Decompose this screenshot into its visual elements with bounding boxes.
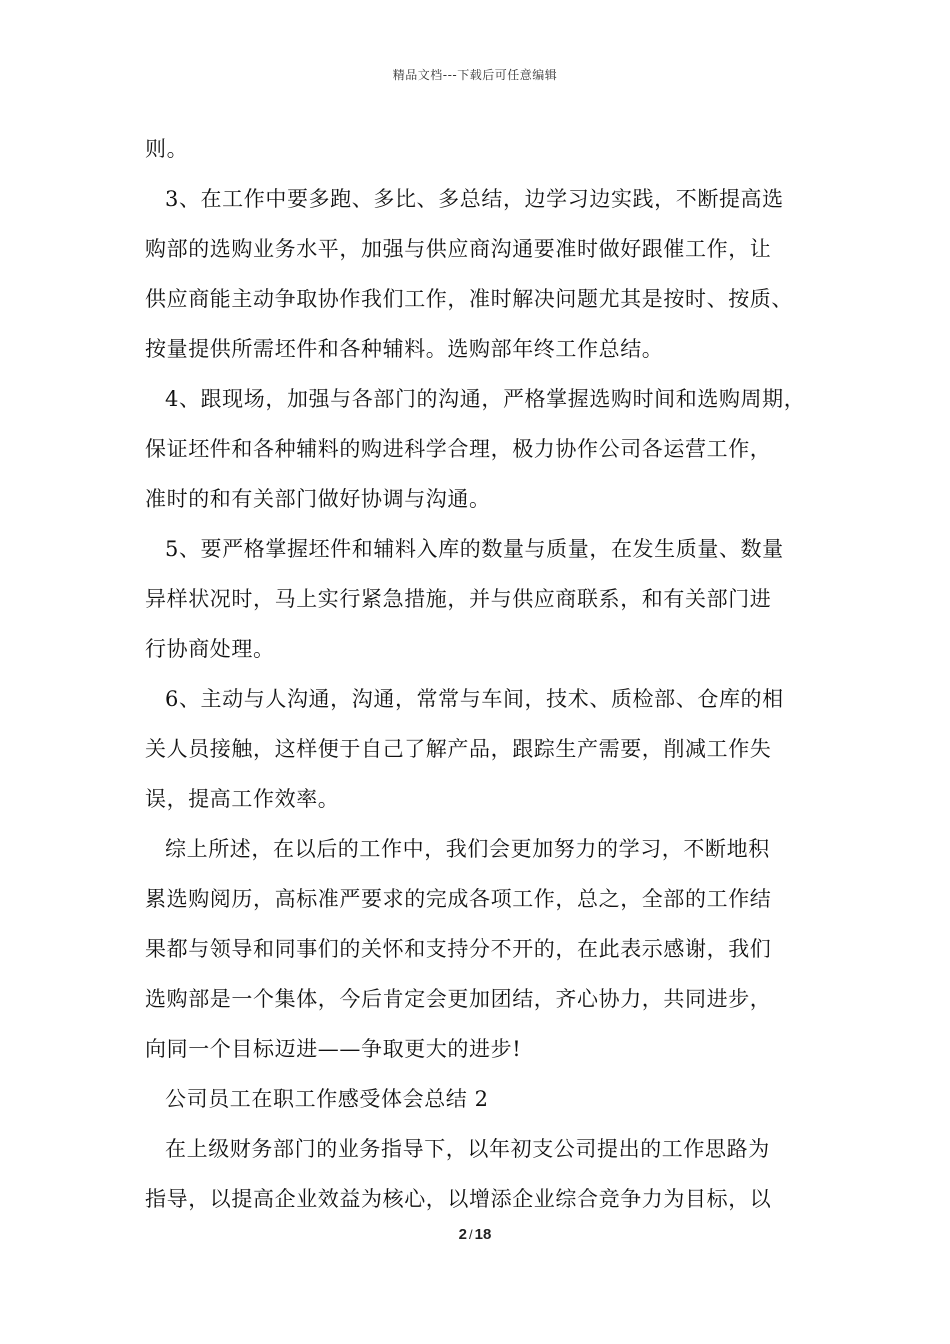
body-line: 在上级财务部门的业务指导下，以年初支公司提出的工作思路为	[165, 1137, 770, 1161]
body-line: 则。	[145, 137, 189, 161]
page-number	[0, 1226, 950, 1243]
page-total: 18	[474, 1226, 492, 1243]
body-line: 指导，以提高企业效益为核心，以增添企业综合竞争力为目标，以	[145, 1187, 772, 1211]
body-line: 关人员接触，这样便于自己了解产品，跟踪生产需要，削减工作失	[145, 737, 772, 761]
page-separator: /	[469, 1227, 473, 1242]
body-line: 向同一个目标迈进——争取更大的进步!	[145, 1037, 522, 1061]
body-line: 果都与领导和同事们的关怀和支持分不开的，在此表示感谢，我们	[145, 937, 772, 961]
body-line: 选购部是一个集体，今后肯定会更加团结，齐心协力，共同进步，	[145, 987, 772, 1011]
body-line: 按量提供所需坯件和各种辅料。选购部年终工作总结。	[145, 337, 664, 361]
body-line: 异样状况时，马上实行紧急措施，并与供应商联系，和有关部门进	[145, 587, 772, 611]
body-line: 4、跟现场，加强与各部门的沟通，严格掌握选购时间和选购周期，	[165, 387, 806, 411]
body-line: 累选购阅历，高标准严要求的完成各项工作，总之，全部的工作结	[145, 887, 772, 911]
body-line: 准时的和有关部门做好协调与沟通。	[145, 487, 491, 511]
body-line: 6、主动与人沟通，沟通，常常与车间，技术、质检部、仓库的相	[165, 687, 784, 711]
body-line: 保证坯件和各种辅料的购进科学合理，极力协作公司各运营工作，	[145, 437, 772, 461]
page-header: 精品文档---下载后可任意编辑	[392, 68, 558, 82]
body-line: 5、要严格掌握坯件和辅料入库的数量与质量，在发生质量、数量	[165, 537, 784, 561]
section-heading: 公司员工在职工作感受体会总结 2	[165, 1087, 489, 1111]
body-line: 供应商能主动争取协作我们工作，准时解决问题尤其是按时、按质、	[145, 287, 793, 311]
body-line: 综上所述，在以后的工作中，我们会更加努力的学习，不断地积	[165, 837, 770, 861]
page-current: 2	[458, 1226, 468, 1243]
body-line: 购部的选购业务水平，加强与供应商沟通要准时做好跟催工作，让	[145, 237, 772, 261]
body-line: 3、在工作中要多跑、多比、多总结，边学习边实践，不断提高选	[165, 187, 784, 211]
document-body	[145, 124, 835, 1224]
body-line: 误，提高工作效率。	[145, 787, 340, 811]
body-line: 行协商处理。	[145, 637, 275, 661]
